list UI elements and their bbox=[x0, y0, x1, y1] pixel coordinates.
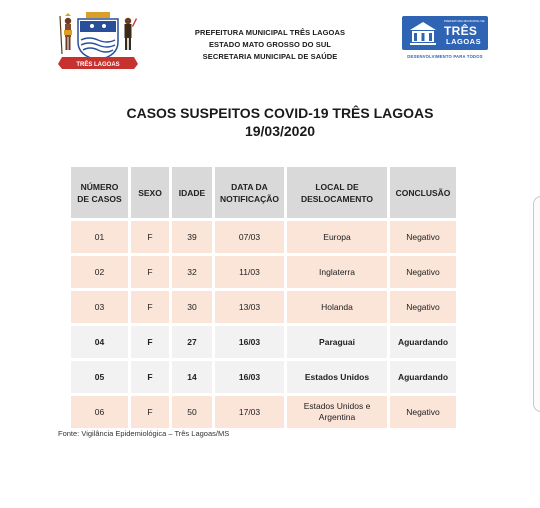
cell-sexo: F bbox=[131, 256, 169, 288]
header-local-line2: DESLOCAMENTO bbox=[300, 193, 374, 204]
cell-numero: 05 bbox=[71, 361, 128, 393]
cell-numero: 04 bbox=[71, 326, 128, 358]
cell-idade: 27 bbox=[172, 326, 212, 358]
header-local-line1: LOCAL DE bbox=[315, 181, 359, 192]
page-title bbox=[60, 104, 500, 140]
header-idade-label: IDADE bbox=[178, 187, 206, 198]
header-data-line2: NOTIFICAÇÃO bbox=[219, 193, 280, 204]
municipal-crest-icon bbox=[56, 12, 140, 70]
cell-local-line: Estados Unidos e bbox=[303, 401, 371, 411]
city-logo-small-text: PREFEITURA MUNICIPAL DE bbox=[444, 19, 485, 23]
header-institution bbox=[170, 27, 370, 63]
cell-numero: 01 bbox=[71, 221, 128, 253]
cell-sexo: F bbox=[131, 221, 169, 253]
cell-conclusao: Aguardando bbox=[390, 361, 456, 393]
header-numero bbox=[71, 167, 128, 218]
header-line-secretaria: SECRETARIA MUNICIPAL DE SAÚDE bbox=[202, 52, 338, 61]
cell-local bbox=[287, 221, 387, 253]
table-header-row bbox=[71, 167, 456, 218]
cell-local-line: Europa bbox=[323, 231, 351, 242]
crest-shield bbox=[78, 12, 118, 60]
city-hall-icon bbox=[404, 16, 442, 50]
header-numero-line1: NÚMERO bbox=[80, 181, 119, 192]
header-data-line1: DATA DA bbox=[231, 181, 268, 192]
city-logo-line1: TRÊS bbox=[444, 24, 478, 38]
table-row bbox=[71, 326, 456, 358]
city-logo-line2: LAGOAS bbox=[446, 37, 482, 46]
cell-conclusao: Negativo bbox=[390, 396, 456, 428]
cell-local bbox=[287, 361, 387, 393]
cell-data: 17/03 bbox=[215, 396, 284, 428]
cell-local bbox=[287, 291, 387, 323]
cell-local bbox=[287, 326, 387, 358]
cell-idade: 30 bbox=[172, 291, 212, 323]
header-numero-line2: DE CASOS bbox=[77, 193, 122, 204]
cell-conclusao: Negativo bbox=[390, 221, 456, 253]
title-line1: CASOS SUSPEITOS COVID-19 TRÊS LAGOAS bbox=[126, 105, 434, 121]
header-conclusao bbox=[390, 167, 456, 218]
cell-sexo: F bbox=[131, 326, 169, 358]
crest-banner-text: TRÊS LAGOAS bbox=[76, 62, 120, 68]
cell-data: 16/03 bbox=[215, 361, 284, 393]
city-logo-tagline: DESENVOLVIMENTO PARA TODOS bbox=[407, 54, 483, 59]
cell-local-line: Holanda bbox=[321, 301, 353, 312]
cell-numero: 06 bbox=[71, 396, 128, 428]
title-date: 19/03/2020 bbox=[244, 123, 316, 139]
cell-numero: 03 bbox=[71, 291, 128, 323]
crest-banner bbox=[58, 57, 138, 69]
suspected-cases-table bbox=[68, 164, 459, 431]
header-idade bbox=[172, 167, 212, 218]
header-sexo-label: SEXO bbox=[138, 187, 162, 198]
cell-local-line: Inglaterra bbox=[319, 266, 355, 277]
cell-idade: 32 bbox=[172, 256, 212, 288]
cell-data: 16/03 bbox=[215, 326, 284, 358]
cell-sexo: F bbox=[131, 396, 169, 428]
cell-idade: 14 bbox=[172, 361, 212, 393]
header-local bbox=[287, 167, 387, 218]
cell-data: 11/03 bbox=[215, 256, 284, 288]
table-row bbox=[71, 396, 456, 428]
cell-data: 13/03 bbox=[215, 291, 284, 323]
source-note: Fonte: Vigilância Epidemiológica – Três Lagoas/MS bbox=[58, 429, 230, 438]
cell-local bbox=[287, 396, 387, 428]
cell-local bbox=[287, 256, 387, 288]
cell-conclusao: Negativo bbox=[390, 291, 456, 323]
header-conclusao-label: CONCLUSÃO bbox=[395, 187, 451, 198]
right-edge-panel bbox=[533, 196, 540, 412]
cell-local-line: Paraguai bbox=[319, 336, 355, 347]
table-row bbox=[71, 361, 456, 393]
cell-sexo: F bbox=[131, 361, 169, 393]
table-row bbox=[71, 221, 456, 253]
city-logo-box bbox=[402, 16, 488, 50]
cell-data: 07/03 bbox=[215, 221, 284, 253]
cell-sexo: F bbox=[131, 291, 169, 323]
crest-right-figure bbox=[125, 18, 138, 50]
table-row bbox=[71, 291, 456, 323]
cell-idade: 50 bbox=[172, 396, 212, 428]
cell-idade: 39 bbox=[172, 221, 212, 253]
cell-local-line: Estados Unidos bbox=[304, 371, 370, 382]
cell-conclusao: Aguardando bbox=[390, 326, 456, 358]
city-logo bbox=[402, 16, 488, 60]
header-line-estado: ESTADO MATO GROSSO DO SUL bbox=[208, 40, 332, 49]
cell-local-line: Argentina bbox=[318, 412, 356, 422]
cell-conclusao: Negativo bbox=[390, 256, 456, 288]
header-sexo bbox=[131, 167, 169, 218]
table-row bbox=[71, 256, 456, 288]
cell-numero: 02 bbox=[71, 256, 128, 288]
header-line-prefeitura: PREFEITURA MUNICIPAL TRÊS LAGOAS bbox=[194, 28, 346, 37]
crest-left-figure bbox=[60, 13, 72, 54]
header-data bbox=[215, 167, 284, 218]
